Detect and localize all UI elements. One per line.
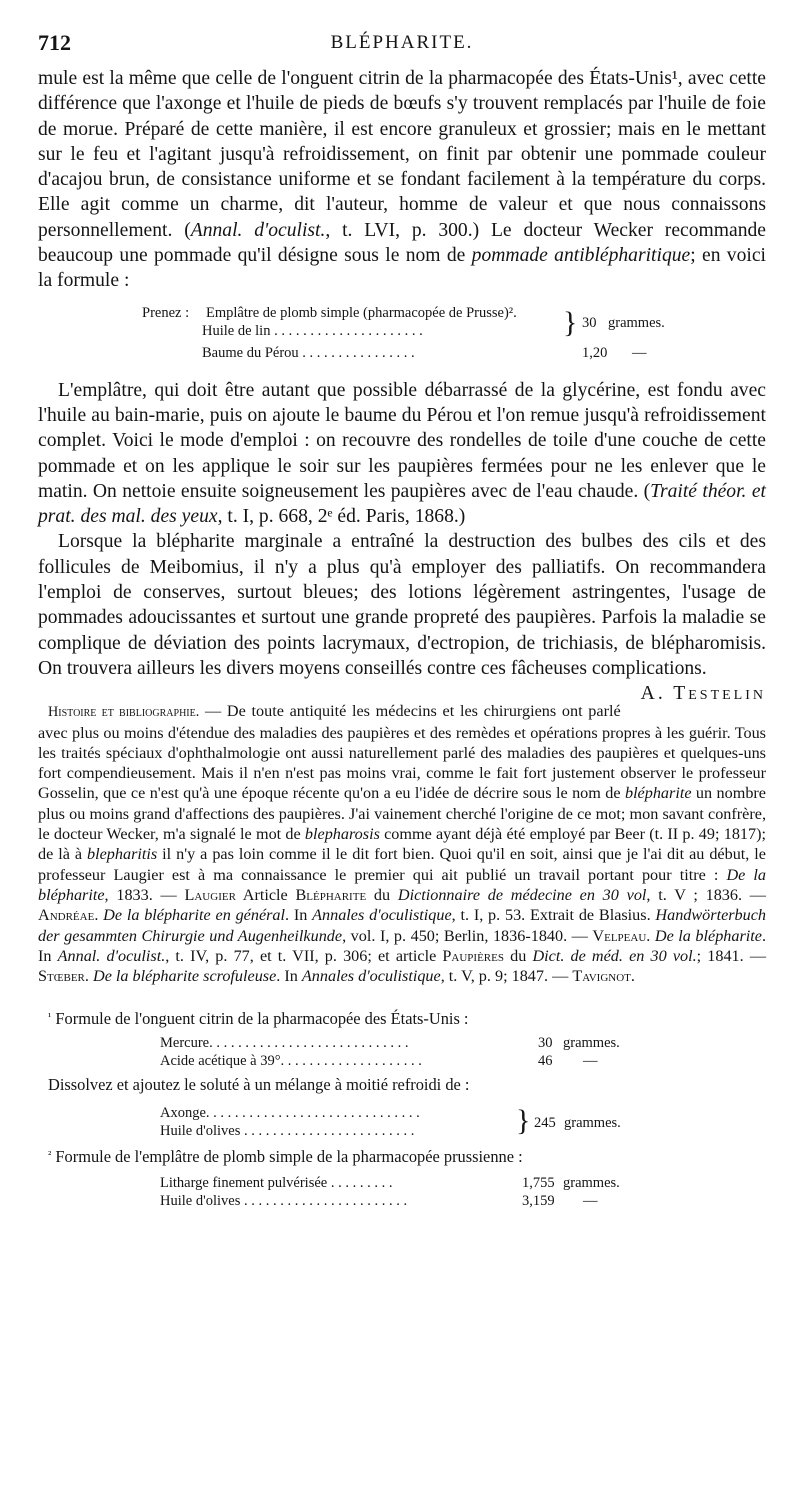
footnote-1-title: $^{^1}$ Formule de l'onguent citrin de la pharmacopée des États-Unis : [48, 1009, 469, 1029]
fn2-row-1: Litharge finement pulvérisée . . . . . . . . . 1,755 grammes. [160, 1175, 620, 1192]
signature: A. Testelin [640, 683, 766, 705]
fn1-row-4: Huile d'olives . . . . . . . . . . . . . . . . . . . . . . . . [160, 1123, 415, 1140]
fn1-row-1: Mercure. . . . . . . . . . . . . . . . . . . . . . . . . . . . 30 grammes. [160, 1035, 620, 1052]
page-number: 712 [38, 30, 71, 55]
paragraph-3: Lorsque la blépharite marginale a entraîné la destruction des bulbes des cils et des follicules de Meibomius, il n'y a plus qu'à employer des palliatifs. On recommandera l'emploi de conserves, surtout bleues; des lotions légèrement astringentes, l'usage de pommades adoucissantes et surtout une grande propreté des paupières. Parfois la maladie se complique de déviation des points lacrymaux, d'ectropion, de trichiasis, de blépharomisis. On trouvera ailleurs les divers moyens conseillés contre ces fâcheuses complications. A. Testelin [38, 529, 766, 681]
history-bibliography: Histoire et bibliographie. — De toute antiquité les médecins et les chirurgiens ont parlé avec plus ou moins d'étendue des maladies des paupières et des remèdes et opérations propres à les guérir. Tous les traités spéciaux d'ophthalmologie ont aussi naturellement parlé des maladies des paupières et quelques-uns fort compendieusement. Mais il n'en n'est pas moins vrai, comme le fait fort justement observer le professeur Gosselin, que ce n'est qu'à une époque récente qu'on a eu l'idée de décrire sous le nom de blépharite un nombre plus ou moins grand d'affections des paupières. J'ai vainement cherché l'origine de ce mot; mon savant confrère, le docteur Wecker, m'a signalé le mot de blepharosis comme ayant déjà été employé par Beer (t. II p. 49; 1817); de là à blepharitis il n'y a pas loin comme il le dit fort bien. Quoi qu'il en soit, ainsi que je l'ai dit au début, le professeur Laugier est à ma connaissance le premier qui ait publié un travail portant pour titre : De la blépharite, 1833. — Laugier Article Blépharite du Dictionnaire de médecine en 30 vol, t. V ; 1836. — Andréae. De la blépharite en général. In Annales d'oculistique, t. I, p. 53. Extrait de Blasius. Handwörterbuch der gesammten Chirurgie und Augenheilkunde, vol. I, p. 450; Berlin, 1836-1840. — Velpeau. De la blépharite. In Annal. d'oculist., t. IV, p. 77, et t. VII, p. 306; et article Paupières du Dict. de méd. en 30 vol.; 1841. — Stœber. De la blépharite scrofuleuse. In Annales d'oculistique, t. V, p. 9; 1847. — Tavignot. [38, 702, 767, 986]
fn1-row-2: Acide acétique à 39°. . . . . . . . . . . . . . . . . . . . 46 — [160, 1053, 598, 1070]
fn2-row-2: Huile d'olives . . . . . . . . . . . . . . . . . . . . . . . 3,159 — [160, 1193, 598, 1210]
fn1-row-34-amount: 245 grammes. [534, 1115, 621, 1132]
running-header [38, 28, 766, 62]
page [38, 28, 766, 1248]
footnote-2-title: $^{^2}$ Formule de l'emplâtre de plomb simple de la pharmacopée prussienne : [48, 1147, 523, 1167]
paragraph-2: L'emplâtre, qui doit être autant que possible débarrassé de la glycérine, est fondu avec l'huile au bain-marie, puis on ajoute le baume du Pérou et l'on remue jusqu'à refroidissement complet. Voici le mode d'emploi : on recouvre des rondelles de toile d'une couche de cette pommade et on les applique le soir sur les paupières fermées pour ne les enlever que le matin. On nettoie ensuite soigneusement les paupières avec de l'eau chaude. (Traité théor. et prat. des mal. des yeux, t. I, p. 668, 2ᵉ éd. Paris, 1868.) [38, 379, 766, 528]
footnote-1-dissolve: Dissolvez et ajoutez le soluté à un mélange à moitié refroidi de : [48, 1075, 470, 1095]
paragraph-1: mule est la même que celle de l'onguent citrin de la pharmacopée des États-Unis¹, avec cette différence que l'axonge et l'huile de pieds de bœufs s'y trouvent remplacés par l'huile de foie de morue. Préparé de cette manière, il est encore granuleux et grossier; mais en le mettant sur le feu et l'agitant jusqu'à refroidissement, on finit par obtenir une pommade couleur d'acajou brun, de consistance uniforme et se fondant facilement à la température du corps. Elle agit comme un charme, dit l'auteur, homme de valeur et que nous connaissons personnellement. (Annal. d'oculist., t. LVI, p. 300.) Le docteur Wecker recommande beaucoup une pommade qu'il désigne sous le nom de pommade antiblépharitique; en voici la formule : [38, 68, 766, 292]
fn1-row-3: Axonge. . . . . . . . . . . . . . . . . . . . . . . . . . . . . . [160, 1105, 420, 1122]
footnotes: $^{^1}$ Formule de l'onguent citrin de la pharmacopée des États-Unis : Mercure. . . . . . . . . . . . . . . . . . . . . . . . . . . . 30 grammes. Acide acétique à 39°. . . . . . . . . . . . . . . . . . . . 46 — Dissolvez et ajoutez le soluté à un mélange à moitié refroidi de : Axonge. . . . . . . . . . . . . . . . . . . . . . . . . . . . . . Huile d'olives . . . . . . . . . . . . . . . . . . . . . . . . } 245 grammes. $^{^2}$ Formule de l'emplâtre de plomb simple de la pharmacopée prussienne : Litharge finement pulvérisée . . . . . . . . . 1,755 grammes. Huile d'olives . . . . . . . . . . . . . . . . . . . . . . . 3,159 — [38, 1008, 766, 1248]
running-head: BLÉPHARITE. [330, 32, 474, 53]
recipe-wecker: Prenez : Emplâtre de plomb simple (pharmacopée de Prusse)². Huile de lin . . . . . . . . . . . . . . . . . . . . . } 30 grammes. Baume du Pérou . . . . . . . . . . . . . . . . 1,20 — [142, 304, 665, 361]
